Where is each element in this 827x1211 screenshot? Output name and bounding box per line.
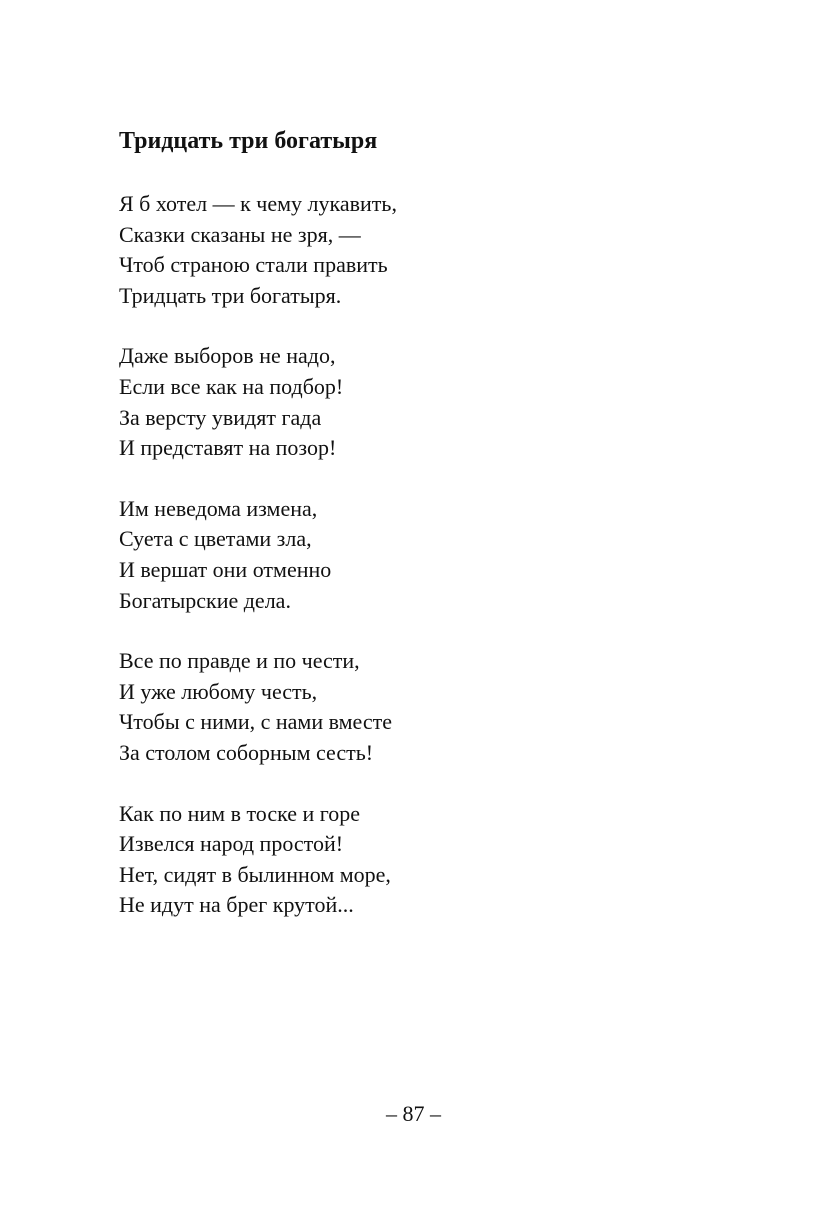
poem-line: И вершат они отменно: [119, 556, 332, 582]
poem-line: Богатырские дела.: [119, 587, 291, 613]
poem-line: Тридцать три богатыря.: [119, 282, 342, 308]
stanza-2: [119, 341, 739, 463]
poem-line: И уже любому честь,: [119, 678, 318, 704]
poem-body: [119, 189, 739, 951]
poem-line: Как по ним в тоске и горе: [119, 800, 361, 826]
stanza-4: [119, 646, 739, 768]
poem-line: Если все как на подбор!: [119, 373, 344, 399]
poem-line: Не идут на брег крутой...: [119, 892, 354, 918]
poem-line: Нет, сидят в былинном море,: [119, 861, 391, 887]
poem-line: Я б хотел — к чему лукавить,: [119, 191, 397, 216]
poem-title: Тридцать три богатыря: [119, 128, 378, 154]
stanza-5: [119, 799, 739, 921]
poem-line: Сказки сказаны не зря, —: [119, 221, 361, 247]
poem-line: За столом соборным сесть!: [119, 739, 374, 765]
stanza-3: [119, 494, 739, 616]
poem-line: За версту увидят гада: [119, 404, 322, 430]
poem-line: Чтоб страною стали править: [119, 252, 388, 278]
poem-line: И представят на позор!: [119, 435, 337, 461]
stanza-1: [119, 189, 739, 311]
poem-line: Чтобы с ними, с нами вместе: [119, 709, 392, 735]
page-number: – 87 –: [386, 1101, 441, 1126]
poem-line: Даже выборов не надо,: [119, 343, 336, 369]
poem-line: Суета с цветами зла,: [119, 526, 312, 552]
poem-line: Извелся народ простой!: [119, 831, 344, 857]
poem-line: Им неведома измена,: [119, 495, 318, 521]
poem-line: Все по правде и по чести,: [119, 648, 360, 674]
